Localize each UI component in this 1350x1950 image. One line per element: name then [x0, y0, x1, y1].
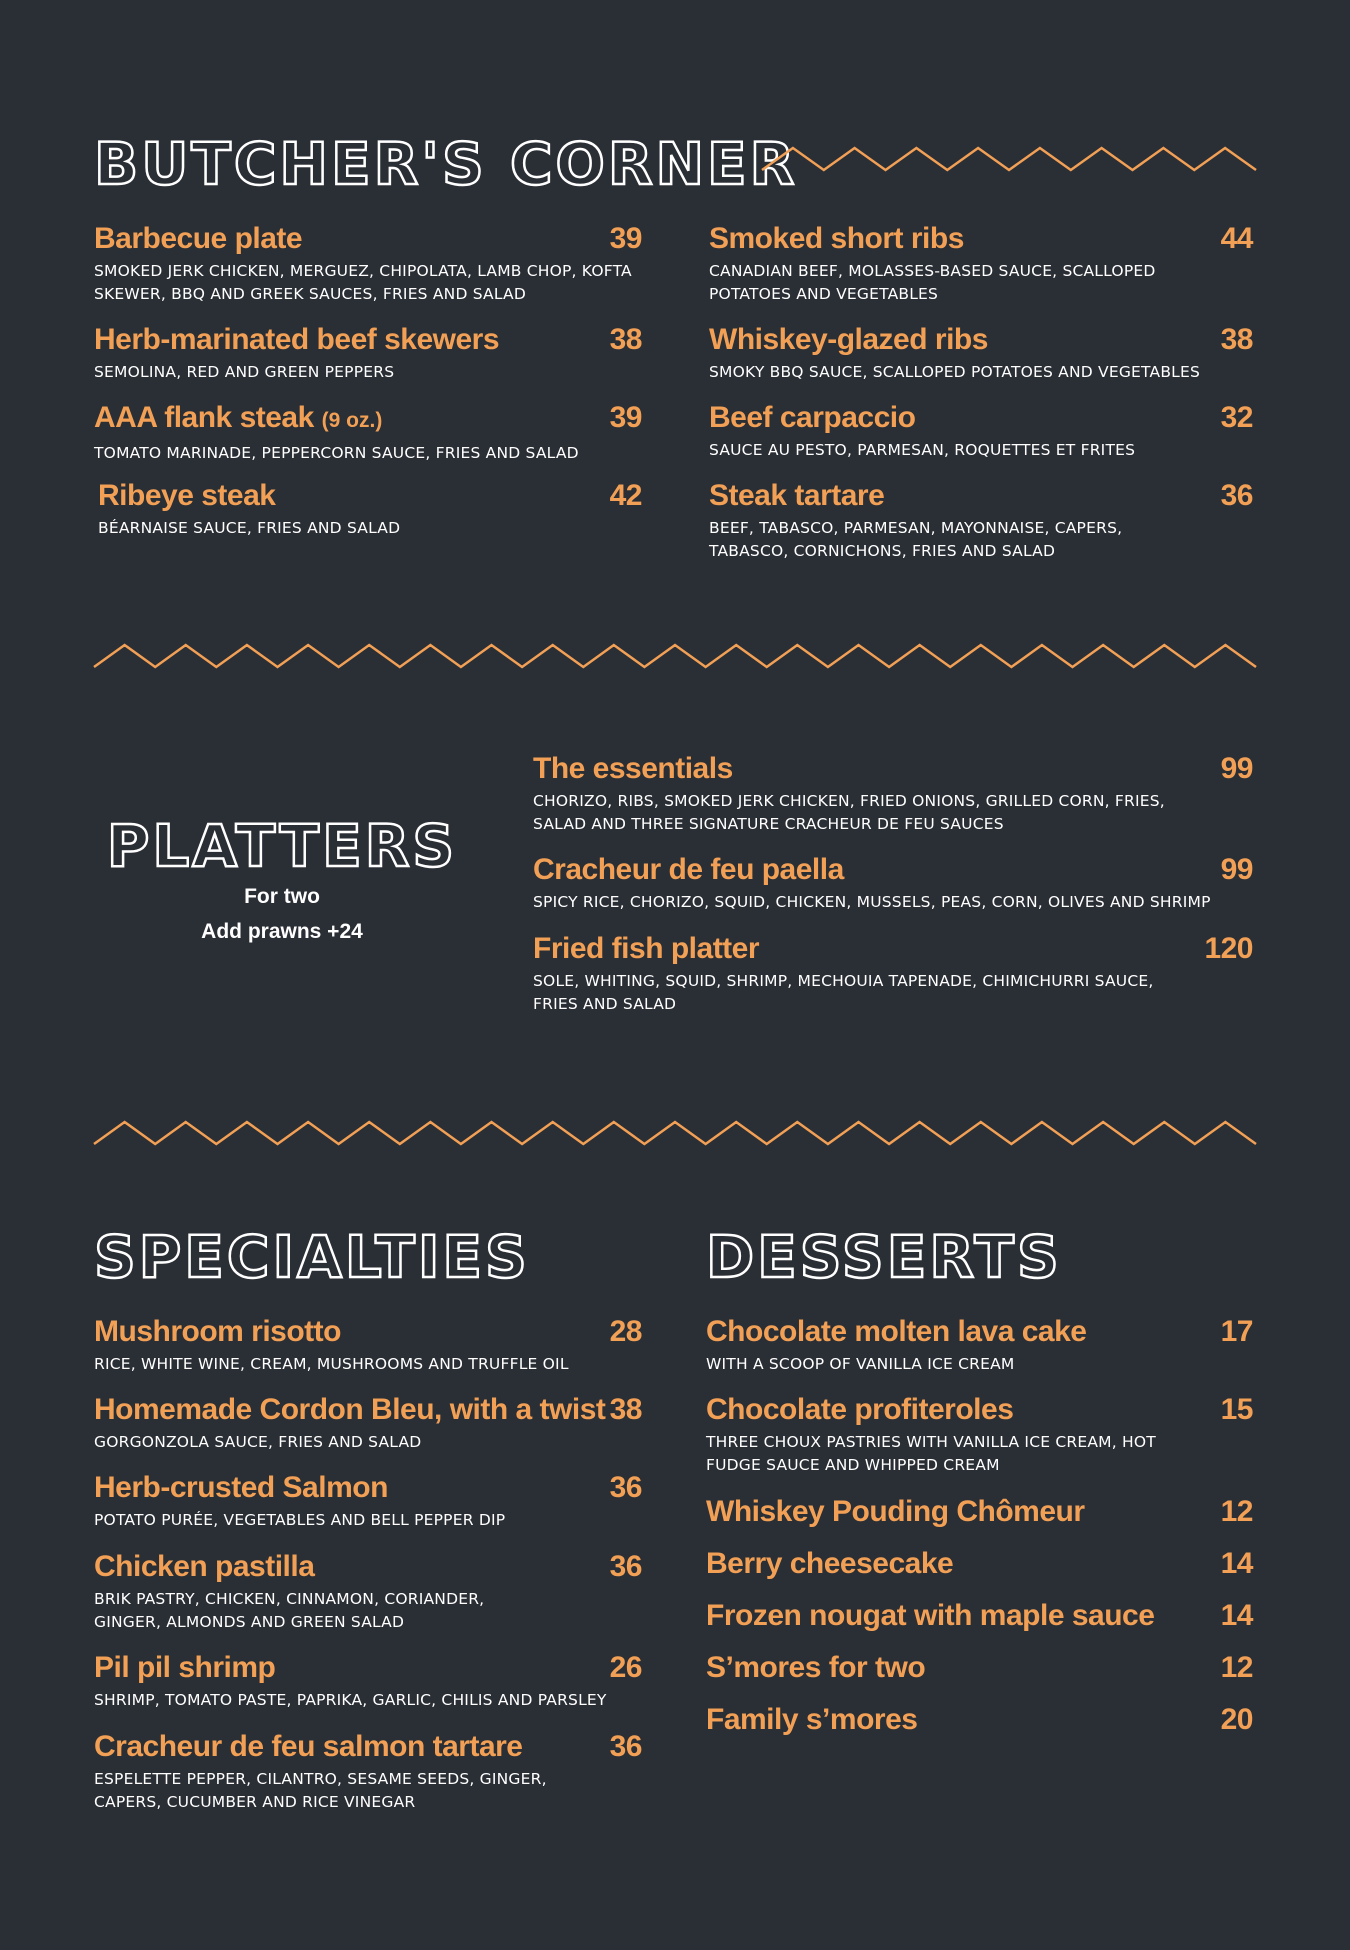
- item-name: Herb-marinated beef skewers: [94, 323, 500, 356]
- menu-item: [709, 401, 1253, 462]
- item-price: 14: [1220, 1599, 1253, 1632]
- item-description: RICE, WHITE WINE, CREAM, MUSHROOMS AND TRUFFLE OIL: [94, 1355, 569, 1373]
- menu-item: [706, 1393, 1253, 1477]
- item-price: 38: [609, 323, 642, 356]
- item-price: 36: [1220, 479, 1253, 512]
- menu-item: [709, 479, 1253, 563]
- menu-item: [533, 932, 1253, 1016]
- item-description: SAUCE AU PESTO, PARMESAN, ROQUETTES ET FRITES: [709, 441, 1136, 459]
- menu-item: [94, 1315, 642, 1376]
- item-description: GORGONZOLA SAUCE, FRIES AND SALAD: [94, 1433, 422, 1451]
- item-name: Whiskey Pouding Chômeur: [706, 1495, 1085, 1528]
- menu-item: [706, 1599, 1253, 1633]
- menu-item: [709, 222, 1253, 306]
- item-price: 39: [609, 401, 642, 434]
- menu-item: [706, 1315, 1253, 1376]
- menu-item: [706, 1651, 1253, 1685]
- item-description: ESPELETTE PEPPER, CILANTRO, SESAME SEEDS, GINGER, CAPERS, CUCUMBER AND RICE VINEGAR: [94, 1770, 547, 1811]
- menu-item: [98, 479, 642, 540]
- item-description: SHRIMP, TOMATO PASTE, PAPRIKA, GARLIC, CHILIS AND PARSLEY: [94, 1691, 607, 1709]
- item-description: SMOKY BBQ SAUCE, SCALLOPED POTATOES AND VEGETABLES: [709, 363, 1201, 381]
- zigzag-divider-lower: [94, 1120, 1256, 1150]
- item-name: S’mores for two: [706, 1651, 926, 1684]
- item-description: TOMATO MARINADE, PEPPERCORN SAUCE, FRIES AND SALAD: [94, 444, 579, 462]
- item-price: 14: [1220, 1547, 1253, 1580]
- item-price: 39: [609, 222, 642, 255]
- item-name: Whiskey-glazed ribs: [709, 323, 988, 356]
- item-price: 15: [1220, 1393, 1253, 1426]
- item-description: BEEF, TABASCO, PARMESAN, MAYONNAISE, CAPERS, TABASCO, CORNICHONS, FRIES AND SALAD: [709, 519, 1123, 560]
- item-price: 28: [609, 1315, 642, 1348]
- item-name: Chocolate molten lava cake: [706, 1315, 1087, 1348]
- item-name: Family s’mores: [706, 1703, 918, 1736]
- item-name: Barbecue plate: [94, 222, 303, 255]
- item-description: BRIK PASTRY, CHICKEN, CINNAMON, CORIANDER, GINGER, ALMONDS AND GREEN SALAD: [94, 1590, 485, 1631]
- item-price: 38: [1220, 323, 1253, 356]
- menu-item: [94, 1651, 642, 1712]
- menu-item: [709, 323, 1253, 384]
- item-name: Herb-crusted Salmon: [94, 1471, 388, 1504]
- menu-item: [706, 1495, 1253, 1529]
- menu-item: [94, 323, 642, 384]
- item-price: 32: [1220, 401, 1253, 434]
- item-name: Ribeye steak: [98, 479, 276, 512]
- item-name: Mushroom risotto: [94, 1315, 341, 1348]
- item-price: 17: [1220, 1315, 1253, 1348]
- item-price: 38: [609, 1393, 642, 1426]
- item-name: Cracheur de feu paella: [533, 853, 844, 886]
- zigzag-divider-top: [762, 146, 1256, 176]
- item-price: 36: [609, 1550, 642, 1583]
- butchers-corner-title: BUTCHER'S CORNER: [94, 130, 798, 198]
- menu-item: [94, 1393, 642, 1454]
- item-name: Beef carpaccio: [709, 401, 916, 434]
- item-price: 12: [1220, 1495, 1253, 1528]
- item-description: BÉARNAISE SAUCE, FRIES AND SALAD: [98, 519, 401, 537]
- platters-title: PLATTERS: [106, 812, 458, 880]
- item-name: Pil pil shrimp: [94, 1651, 276, 1684]
- item-price: 36: [609, 1730, 642, 1763]
- menu-item: [94, 222, 642, 306]
- menu-item: [533, 752, 1253, 836]
- item-name: Chocolate profiteroles: [706, 1393, 1014, 1426]
- item-price: 42: [609, 479, 642, 512]
- menu-item: [706, 1547, 1253, 1581]
- menu-item: [94, 1550, 642, 1634]
- platters-prawns-note: Add prawns +24: [201, 920, 363, 943]
- menu-item: [94, 1471, 642, 1532]
- item-name: Berry cheesecake: [706, 1547, 954, 1580]
- menu-item: [94, 1730, 642, 1814]
- menu-item: [533, 853, 1253, 914]
- zigzag-divider-middle: [94, 643, 1256, 673]
- item-name: Steak tartare: [709, 479, 885, 512]
- item-name: AAA flank steak (9 oz.): [94, 401, 383, 434]
- item-description: SOLE, WHITING, SQUID, SHRIMP, MECHOUIA TAPENADE, CHIMICHURRI SAUCE, FRIES AND SALAD: [533, 972, 1154, 1013]
- item-description: CHORIZO, RIBS, SMOKED JERK CHICKEN, FRIED ONIONS, GRILLED CORN, FRIES, SALAD AND THREE SIGNATURE CRACHEUR DE FEU SAUCES: [533, 792, 1165, 833]
- item-price: 12: [1220, 1651, 1253, 1684]
- desserts-title: DESSERTS: [706, 1223, 1062, 1291]
- item-description: CANADIAN BEEF, MOLASSES-BASED SAUCE, SCALLOPED POTATOES AND VEGETABLES: [709, 262, 1156, 303]
- platters-serving-note: For two: [244, 885, 320, 908]
- item-name: Cracheur de feu salmon tartare: [94, 1730, 523, 1763]
- item-description: SPICY RICE, CHORIZO, SQUID, CHICKEN, MUSSELS, PEAS, CORN, OLIVES AND SHRIMP: [533, 893, 1211, 911]
- item-description: THREE CHOUX PASTRIES WITH VANILLA ICE CREAM, HOT FUDGE SAUCE AND WHIPPED CREAM: [706, 1433, 1156, 1474]
- item-name: The essentials: [533, 752, 733, 785]
- item-name: Frozen nougat with maple sauce: [706, 1599, 1155, 1632]
- item-price: 26: [609, 1651, 642, 1684]
- item-description: POTATO PURÉE, VEGETABLES AND BELL PEPPER DIP: [94, 1511, 506, 1529]
- menu-item: [706, 1703, 1253, 1737]
- item-note: (9 oz.): [321, 409, 383, 432]
- item-name: Chicken pastilla: [94, 1550, 315, 1583]
- item-price: 99: [1220, 752, 1253, 785]
- item-price: 36: [609, 1471, 642, 1504]
- item-price: 20: [1220, 1703, 1253, 1736]
- item-price: 44: [1220, 222, 1253, 255]
- item-name: Fried fish platter: [533, 932, 760, 965]
- item-price: 120: [1204, 932, 1253, 965]
- item-name: Homemade Cordon Bleu, with a twist: [94, 1393, 606, 1426]
- item-description: WITH A SCOOP OF VANILLA ICE CREAM: [706, 1355, 1015, 1373]
- item-description: SMOKED JERK CHICKEN, MERGUEZ, CHIPOLATA, LAMB CHOP, KOFTA SKEWER, BBQ AND GREEK SAUCES, FRIES AND SALAD: [94, 262, 632, 303]
- item-description: SEMOLINA, RED AND GREEN PEPPERS: [94, 363, 395, 381]
- specialties-title: SPECIALTIES: [94, 1223, 530, 1291]
- menu-item: [94, 401, 642, 465]
- item-name: Smoked short ribs: [709, 222, 964, 255]
- item-price: 99: [1220, 853, 1253, 886]
